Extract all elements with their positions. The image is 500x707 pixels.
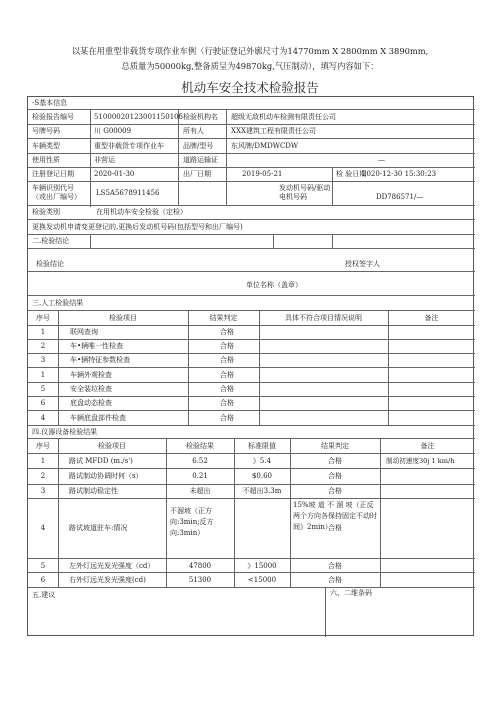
brand-value: 东风牌/DMDWCDW xyxy=(231,142,299,150)
instrument-row-1-remark: 制动初速度30j 1 km/h xyxy=(386,457,455,465)
instrument-row-6-limit: <15000 xyxy=(247,576,277,584)
manual-row-2-no: 2 xyxy=(40,342,46,350)
plate-label: 号牌号码 xyxy=(32,127,60,135)
inspection-report-form xyxy=(27,96,474,636)
vin-label: 车辆识别代号 （或出厂编号） xyxy=(32,184,81,201)
manual-row-6-result: 合格 xyxy=(220,399,234,407)
manual-row-4-item: 车辆外观检査 xyxy=(70,371,112,379)
manufacture-date-label: 出厂日期 xyxy=(183,170,211,178)
plate-value: 川 G00009 xyxy=(94,127,132,135)
instrument-header-value: 检验结果 xyxy=(186,442,214,450)
manual-row-4-no: 1 xyxy=(40,371,46,379)
instrument-row-3-item: 路试制动稳定性 xyxy=(69,487,118,495)
instrument-row-5-item: 左外灯远光发光强度（cd） xyxy=(69,562,155,570)
manual-row-6-item: 底盘动态检查 xyxy=(70,399,112,407)
register-date-label: 注册登记日期 xyxy=(32,170,74,178)
manual-row-2-item: 车•辆唯一性检查 xyxy=(70,342,124,350)
instrument-row-2-result: 合格 xyxy=(328,472,342,480)
manual-row-5-no: 5 xyxy=(40,385,46,393)
manual-row-3-item: 车•辆特征参数检查 xyxy=(70,356,131,364)
manual-row-1-no: 1 xyxy=(40,328,46,336)
instrument-header-no: 序号 xyxy=(36,442,50,450)
inspection-category-value: 在用机动车安全检验（定检） xyxy=(96,208,187,216)
engine-change-note: 更换发动机申请变更登记的,更换后发动机号码(包括型号和出厂编号) xyxy=(32,223,243,231)
instrument-header-item: 检验项目 xyxy=(98,442,126,450)
manual-header-item: 检验项目 xyxy=(109,314,137,322)
instrument-row-4-value: 不溜坡（正方向:3min;反方向:3min） xyxy=(170,507,214,537)
conclusion-label: 检验结论 xyxy=(36,260,64,268)
instrument-row-3-limit: 不超出3.3m xyxy=(242,487,282,495)
instrument-row-5-limit: 》15000 xyxy=(247,562,277,570)
manual-row-7-result: 合格 xyxy=(220,414,234,422)
seal-label: 单位名称（盖章） xyxy=(246,281,302,289)
use-nature-value: 非营运 xyxy=(94,156,115,164)
basic-info-section-title: -S基本信息 xyxy=(32,99,68,107)
instrument-row-2-item: 路试制动协调时何（s） xyxy=(69,472,143,480)
instrument-row-6-item: 右外灯远光发光强度(cd) xyxy=(69,576,146,584)
instrument-row-6-no: 6 xyxy=(40,576,46,584)
engine-no-value: DD786571/— xyxy=(376,193,424,201)
report-title: 机动车安全技术检验报告 xyxy=(181,80,319,95)
vin-value: LS5A5678911456 xyxy=(96,189,160,197)
instrument-row-5-value: 47800 xyxy=(188,562,212,570)
manual-section-title: 三.人工检验结果 xyxy=(32,299,84,307)
report-no-value: 5100002012300115010б xyxy=(94,113,183,121)
instrument-row-1-result: 合格 xyxy=(328,457,342,465)
instrument-header-result: 结果判定 xyxy=(321,442,349,450)
conclusion-section-title: 二.检验结论 xyxy=(32,237,70,245)
intro-line-2: 总质量为50000kg,整备质呈为49870kg,气压制动），填写内容如下： xyxy=(121,61,379,71)
brand-label: 品牌/型号 xyxy=(183,142,214,150)
instrument-row-3-value: 未超出 xyxy=(189,487,211,495)
report-no-label: 检验报告编号 xyxy=(32,113,74,121)
instrument-row-6-result: 合格 xyxy=(328,576,342,584)
transport-cert-label: 道路运输证 xyxy=(183,156,218,164)
inspection-category-label: 检验类别 xyxy=(32,208,60,216)
manual-header-remark: 备注 xyxy=(424,314,439,322)
inspection-date-label: 检 验日期 xyxy=(336,170,367,178)
intro-line-1: 以某在用重型非载货专项作业车例（行驶证登记外廓尺寸为14770mm X 2800mm X 3890mm, xyxy=(71,46,429,56)
manual-row-7-item: 车辆底盘部件检査 xyxy=(70,414,126,422)
instrument-row-4-no: 4 xyxy=(40,524,46,532)
manual-row-3-result: 合格 xyxy=(220,356,234,364)
owner-label: 所有人 xyxy=(183,127,204,135)
qr-code-label: 六、二维条码 xyxy=(330,589,372,597)
instrument-row-2-limit: $0.60 xyxy=(251,472,273,480)
manual-header-no: 序号 xyxy=(36,314,50,322)
manual-row-2-result: 合格 xyxy=(220,342,234,350)
manual-row-1-result: 合格 xyxy=(220,328,234,336)
instrument-row-2-value: 0.21 xyxy=(192,472,208,480)
instrument-section-title: 四.仪器设备检验结果 xyxy=(32,428,98,436)
owner-value: XXX建筑工程有限责任公司 xyxy=(231,127,316,135)
instrument-row-1-item: 路试 MFDD (m./s') xyxy=(69,457,133,465)
manual-row-4-result: 合格 xyxy=(220,371,234,379)
suggestion-label: 五.建议 xyxy=(32,591,56,599)
instrument-row-4-limit: 15%坡 道 不 溜 坡（正反两个方向各保持固定不动时间》2min） xyxy=(293,501,377,531)
manufacture-date-value: 2019-05-21 xyxy=(242,170,283,178)
transport-cert-value: — xyxy=(378,156,385,164)
instrument-row-2-no: 2 xyxy=(40,472,46,480)
manual-row-7-no: 4 xyxy=(40,414,46,422)
agency-value: 超级无敌机动车检测有限责任公司 xyxy=(231,113,336,121)
instrument-row-1-no: 1 xyxy=(40,457,46,465)
instrument-header-remark: 备注 xyxy=(420,442,435,450)
agency-label: 检验机构名 xyxy=(183,113,218,121)
instrument-row-6-value: 51300 xyxy=(188,576,212,584)
instrument-row-4-result: 合格 xyxy=(328,524,342,532)
vehicle-type-value: 重型非载货专项作业车 xyxy=(94,142,164,150)
instrument-row-1-value: 6.52 xyxy=(192,457,208,465)
instrument-row-1-limit: 》5.4 xyxy=(252,457,272,465)
manual-row-3-no: 3 xyxy=(40,356,46,364)
manual-header-result: 结果判定 xyxy=(209,314,238,322)
manual-header-detail: 具体不符合项目情况说明 xyxy=(285,314,362,322)
use-nature-label: 使用性质 xyxy=(32,156,60,164)
authorized-signer-label: 授权签字人 xyxy=(345,260,380,268)
instrument-header-limit: 标准限值 xyxy=(248,442,276,450)
instrument-row-5-result: 合格 xyxy=(328,562,342,570)
manual-row-1-item: 联网查询 xyxy=(70,328,98,336)
instrument-row-3-no: 3 xyxy=(40,487,46,495)
vehicle-type-label: 车辆类型 xyxy=(32,142,60,150)
instrument-row-3-result: 合格 xyxy=(328,487,342,495)
intro-text xyxy=(60,44,440,74)
manual-row-6-no: 6 xyxy=(40,399,46,407)
register-date-value: 2020-01-30 xyxy=(94,170,135,178)
manual-row-5-item: 安全装垃检查 xyxy=(70,385,112,393)
inspection-date-value: 2020-12-30 15:30:23 xyxy=(362,170,437,178)
engine-no-label: 发动机号码/驱动 电机号码 xyxy=(279,184,331,201)
instrument-row-5-no: 5 xyxy=(40,562,46,570)
manual-row-5-result: 合格 xyxy=(220,385,234,393)
instrument-row-4-item: 路试坡道驻车:情况 xyxy=(69,524,128,532)
